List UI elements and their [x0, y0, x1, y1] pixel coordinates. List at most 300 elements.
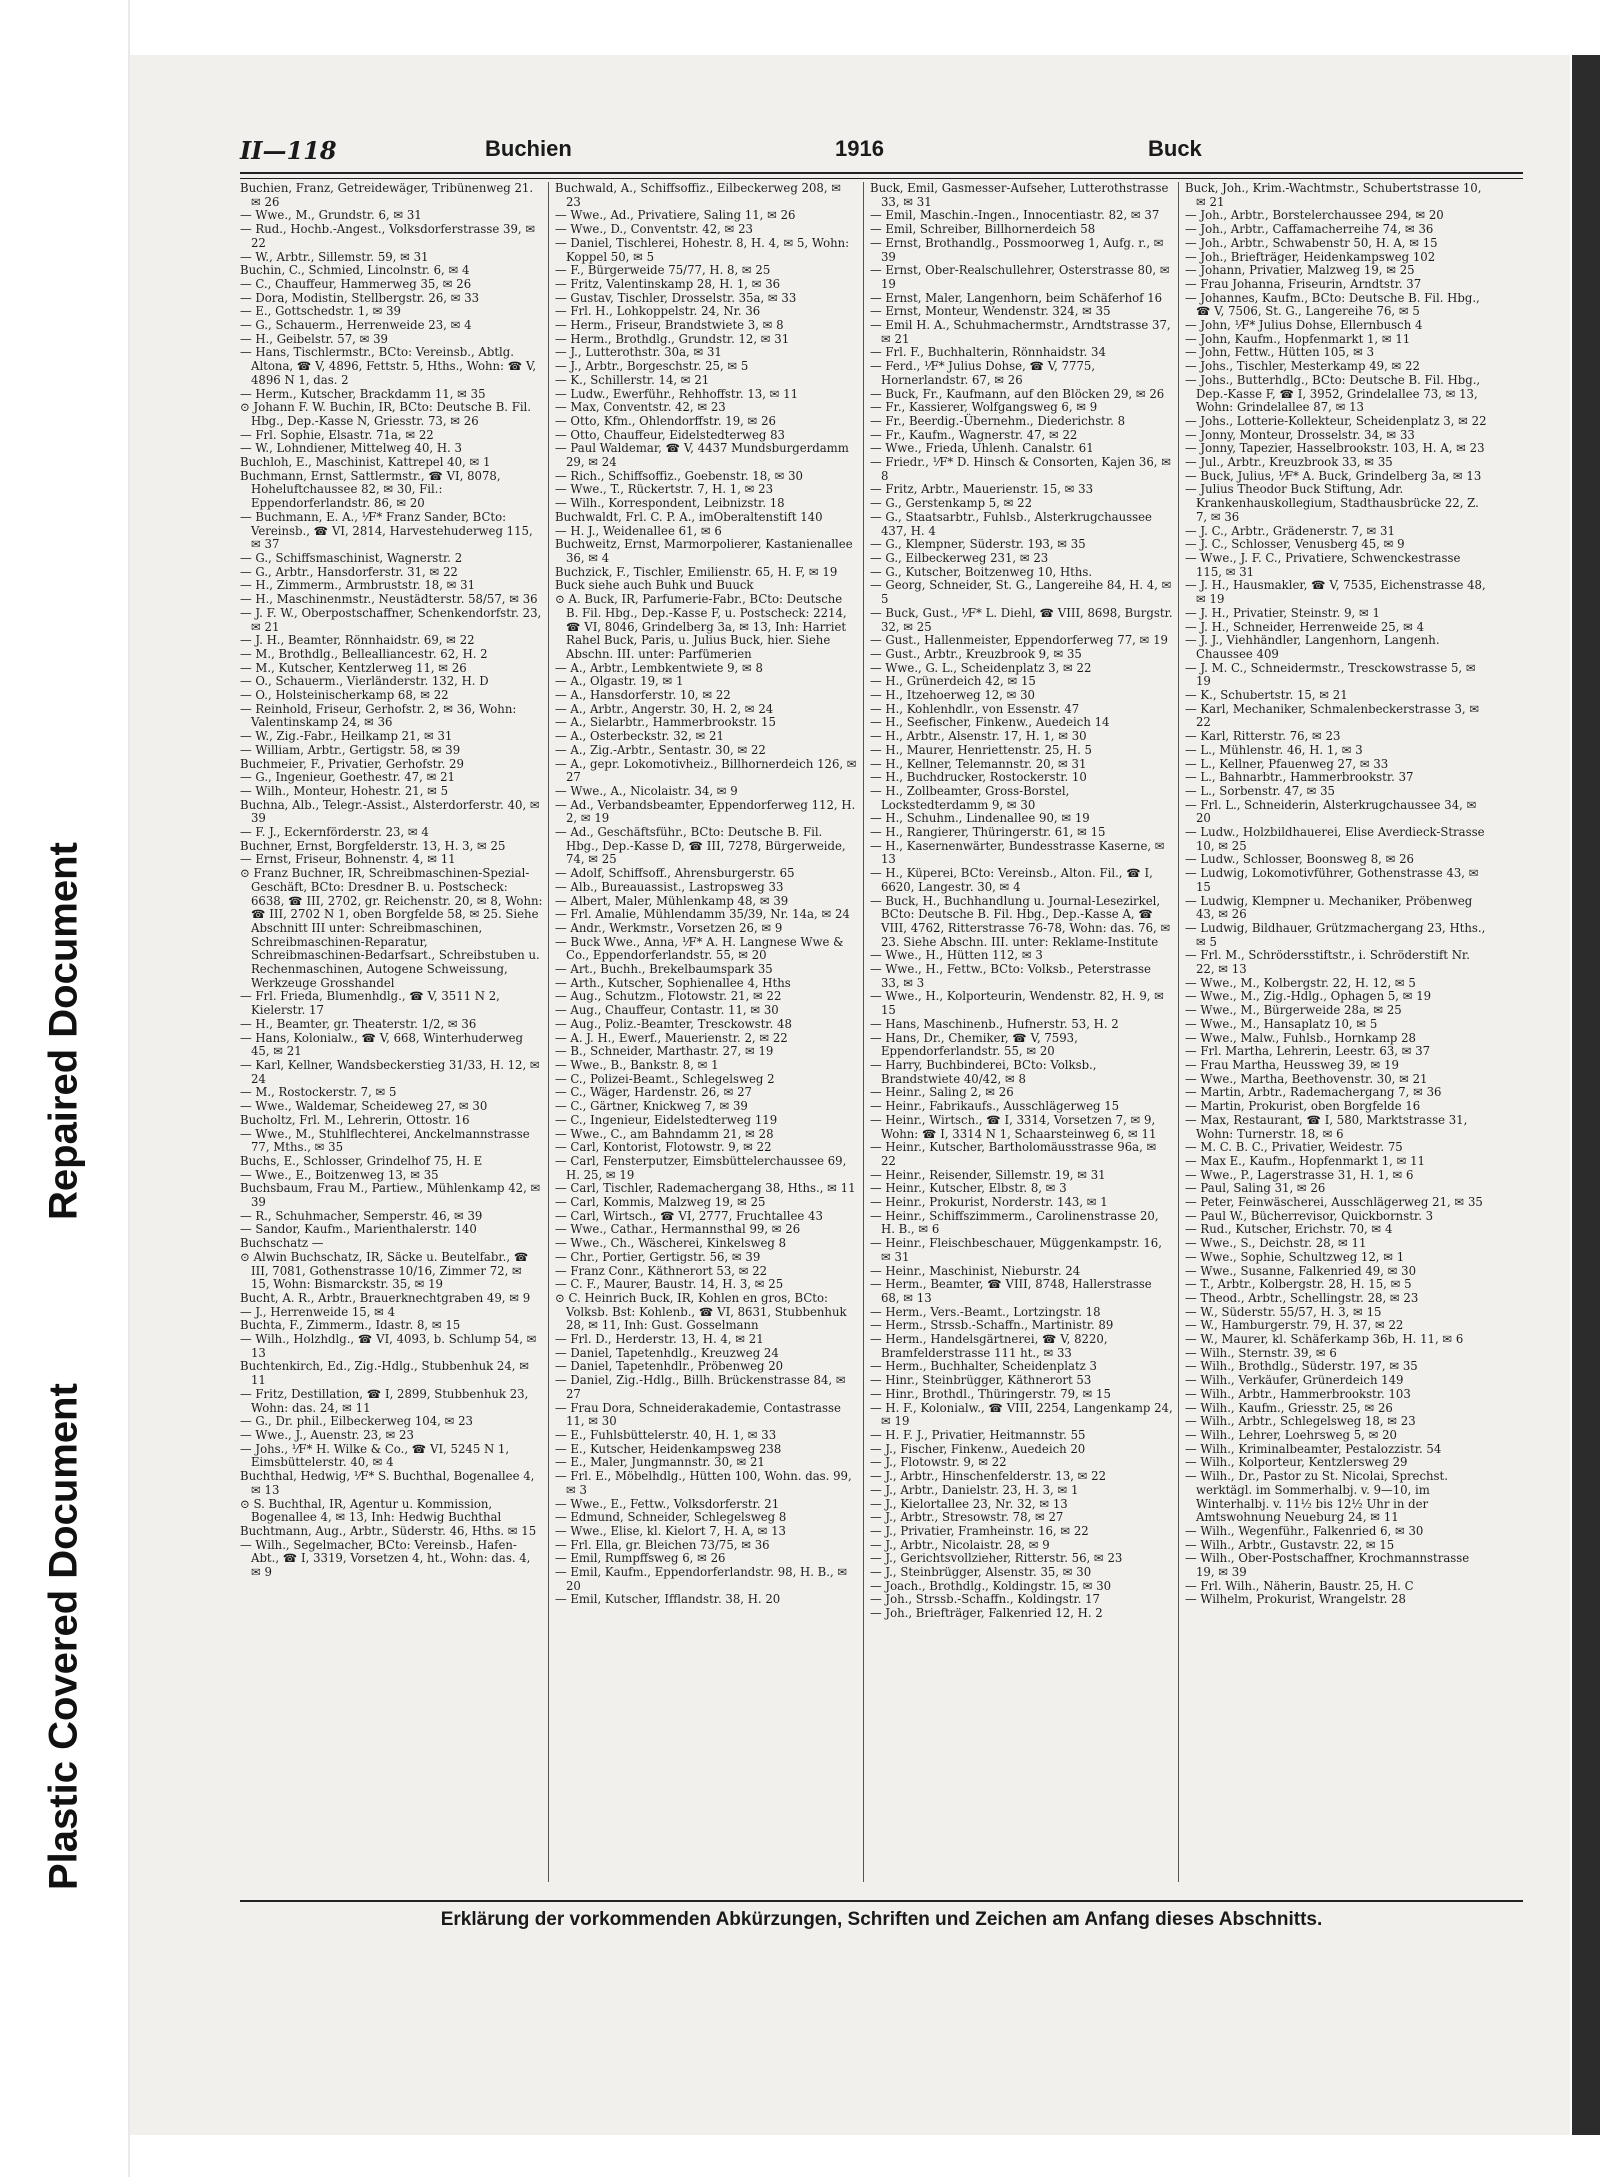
directory-entry: — Ernst, Monteur, Wendenstr. 324, ✉ 35	[870, 304, 1111, 319]
directory-entry: — Frl. L., Schneiderin, Alsterkrugchaussee 34, ✉ 20	[1185, 797, 1477, 826]
directory-entry: — Wwe., B., Bankstr. 8, ✉ 1	[555, 1058, 719, 1072]
directory-entry: — Ludwig, Klempner u. Mechaniker, Pröbenweg 43, ✉ 26	[1185, 893, 1473, 922]
directory-entry: — Wwe., Frieda, Uhlenh. Canalstr. 61	[870, 441, 1094, 456]
column-divider	[548, 182, 549, 1882]
directory-entry: — Johs., Tischler, Mesterkamp 49, ✉ 22	[1185, 359, 1420, 374]
directory-entry: — Wwe., Elise, kl. Kielort 7, H. A, ✉ 13	[555, 1523, 786, 1538]
directory-entry: — Rud., Kutscher, Erichstr. 70, ✉ 4	[1185, 1222, 1393, 1237]
directory-entry: — M., Rostockerstr. 7, ✉ 5	[240, 1085, 397, 1100]
footer-note: Erklärung der vorkommenden Abkürzungen, Schriften und Zeichen am Anfang dieses Abschnitts.	[440, 1909, 1323, 1930]
directory-entry: — J., Arbtr., Borgeschstr. 25, ✉ 5	[555, 359, 749, 374]
right-keyword: Buck	[1148, 136, 1202, 161]
directory-entry: — H., Grünerdeich 42, ✉ 15	[870, 674, 1036, 689]
directory-entry: — Carl, Kommis, Malzweg 19, ✉ 25	[555, 1195, 766, 1210]
directory-entry: — Fritz, Destillation, ☎ I, 2899, Stubbenhuk 23, Wohn: das. 24, ✉ 11	[240, 1386, 529, 1415]
directory-column-3	[870, 182, 1173, 1882]
directory-entry: — Frl. E., Möbelhdlg., Hütten 100, Wohn. das. 99, ✉ 3	[555, 1469, 852, 1497]
year: 1916	[835, 136, 884, 161]
directory-entry: — L., Mühlenstr. 46, H. 1, ✉ 3	[1185, 742, 1363, 757]
directory-entry: — Herm., Vers.-Beamt., Lortzingstr. 18	[870, 1304, 1101, 1319]
directory-entry: — Gust., Hallenmeister, Eppendorferweg 77, ✉ 19	[870, 633, 1168, 648]
directory-entry: — Ferd., ⅟F* Julius Dohse, ☎ V, 7775, Hornerlandstr. 67, ✉ 26	[870, 359, 1096, 387]
directory-entry: — Wwe., M., Grundstr. 6, ✉ 31	[240, 208, 422, 223]
directory-entry: — Buck, H., Buchhandlung u. Journal-Lesezirkel, BCto: Deutsche B. Fil. Hbg., Dep.-Kasse A, ☎ VIII, 4762, Ritterstrasse 76-78, Wohn: das. 76, ✉ 23. Siehe Abschn. III. unter: Reklame-Institute	[870, 893, 1171, 949]
directory-entry: — Heinr., Kutscher, Elbstr. 8, ✉ 3	[870, 1181, 1067, 1196]
directory-entry: — Ernst, Maler, Langenhorn, beim Schäferhof 16	[870, 290, 1163, 305]
directory-entry: — J., Arbtr., Danielstr. 23, H. 3, ✉ 1	[870, 1482, 1079, 1497]
directory-entry: — Wilh., Brothdlg., Süderstr. 197, ✉ 35	[1185, 1359, 1418, 1374]
directory-entry: — Johannes, Kaufm., BCto: Deutsche B. Fil. Hbg., ☎ V, 7506, St. G., Langereihe 76, ✉ 5	[1185, 290, 1480, 319]
directory-entry: — H., Kasernenwärter, Bundesstrasse Kaserne, ✉ 13	[870, 838, 1165, 867]
directory-entry: — Wilh., Monteur, Hohestr. 21, ✉ 5	[240, 783, 449, 798]
directory-entry: — Wwe., C., am Bahndamm 21, ✉ 28	[555, 1126, 774, 1141]
bottom-margin	[130, 2135, 1600, 2177]
directory-entry: — J., Arbtr., Hinschenfelderstr. 13, ✉ 22	[870, 1469, 1107, 1484]
left-keyword: Buchien	[485, 136, 572, 161]
directory-entry: — Buck, Julius, ⅟F* A. Buck, Grindelberg 3a, ✉ 13	[1185, 468, 1482, 483]
directory-entry: — Ludwig, Lokomotivführer, Gothenstrasse 43, ✉ 15	[1185, 866, 1479, 894]
directory-entry: — Herm., Strssb.-Schaffn., Martinistr. 89	[870, 1318, 1114, 1333]
directory-entry: — Carl, Fensterputzer, Eimsbüttelerchaussee 69, H. 25, ✉ 19	[555, 1153, 847, 1182]
directory-entry: — Wwe., Ch., Wäscherei, Kinkelsweg 8	[555, 1236, 787, 1251]
directory-entry: — Ludwig, Bildhauer, Grützmachergang 23, Hths., ✉ 5	[1185, 920, 1486, 949]
directory-entry: — Harry, Buchbinderei, BCto: Volksb., Brandstwiete 40/42, ✉ 8	[870, 1058, 1097, 1086]
directory-entry: — J., Steinbrügger, Alsenstr. 35, ✉ 30	[870, 1565, 1092, 1580]
directory-entry: — Frl. Ella, gr. Bleichen 73/75, ✉ 36	[555, 1537, 770, 1552]
directory-entry: — Carl, Tischler, Rademachergang 38, Hths., ✉ 11	[555, 1181, 856, 1196]
directory-entry: — Heinr., Maschinist, Nieburstr. 24	[870, 1263, 1081, 1278]
directory-entry: — H., Maschinenmstr., Neustädterstr. 58/57, ✉ 36	[240, 592, 538, 607]
directory-entry: — H., Zollbeamter, Gross-Borstel, Lockstedterdamm 9, ✉ 30	[870, 783, 1070, 812]
directory-entry: — W., Maurer, kl. Schäferkamp 36b, H. 11, ✉ 6	[1185, 1332, 1464, 1347]
footer-rule	[240, 1900, 1523, 1902]
directory-entry: — H., Maurer, Henriettenstr. 25, H. 5	[870, 742, 1092, 757]
directory-entry: — Wilh., Kolporteur, Kentzlersweg 29	[1185, 1455, 1408, 1470]
directory-entry: — Herm., Beamter, ☎ VIII, 8748, Hallerstrasse 68, ✉ 13	[870, 1277, 1152, 1305]
directory-entry: — L., Kellner, Pfauenweg 27, ✉ 33	[1185, 756, 1389, 771]
directory-entry: — Jonny, Tapezier, Hasselbrookstr. 103, H. A, ✉ 23	[1185, 441, 1485, 456]
directory-entry: — Wilh., Arbtr., Hammerbrookstr. 103	[1185, 1386, 1411, 1401]
directory-entry: — H., Schuhm., Lindenallee 90, ✉ 19	[870, 811, 1090, 826]
directory-entry: ⊙ Franz Buchner, IR, Schreibmaschinen-Spezial-Geschäft, BCto: Dresdner B. u. Postscheck: 6638, ☎ III, 2702, gr. Reichenstr. 20, ✉ 8, Wohn: ☎ III, 2702 N 1, oben Borgfelde 58, ✉ 25. Siehe Abschnitt III unter: Schreibmaschinen, Schreibmaschinen-Reparatur, Schreibmaschinen-Bedarfsart., Schreibstuben u. Rechenmaschinen, Autogene Schweissung, Werkzeuge Grosshandel	[240, 866, 543, 990]
directory-entry: — Wwe., A., Nicolaistr. 34, ✉ 9	[555, 783, 738, 798]
directory-entry: — Andr., Werkmstr., Vorsetzen 26, ✉ 9	[555, 920, 783, 935]
directory-entry: — Frl. H., Lohkoppelstr. 24, Nr. 36	[555, 304, 761, 319]
directory-entry: — O., Holsteinischerkamp 68, ✉ 22	[240, 688, 449, 703]
directory-entry: — K., Schillerstr. 14, ✉ 21	[555, 372, 710, 387]
directory-entry: — Wwe., T., Rückertstr. 7, H. 1, ✉ 23	[555, 482, 774, 497]
directory-entry: — H., Arbtr., Alsenstr. 17, H. 1, ✉ 30	[870, 729, 1087, 744]
directory-entry: — C., Ingenieur, Eidelstedterweg 119	[555, 1112, 778, 1127]
directory-entry: — J., Privatier, Framheinstr. 16, ✉ 22	[870, 1523, 1089, 1538]
directory-entry: — Herm., Kutscher, Brackdamm 11, ✉ 35	[240, 386, 486, 401]
directory-entry: — H., Küperei, BCto: Vereinsb., Alton. Fil., ☎ I, 6620, Langestr. 30, ✉ 4	[870, 866, 1153, 894]
directory-entry: — J. H., Privatier, Steinstr. 9, ✉ 1	[1185, 605, 1380, 620]
directory-entry: — Ernst, Brothandlg., Possmoorweg 1, Aufg. r., ✉ 39	[870, 235, 1164, 264]
page-header	[240, 136, 1520, 170]
directory-entry: Buchtmann, Aug., Arbtr., Süderstr. 46, Hths. ✉ 15	[240, 1523, 537, 1538]
directory-entry: — Fritz, Valentinskamp 28, H. 1, ✉ 36	[555, 276, 781, 291]
directory-entry: — Heinr., Fabrikaufs., Ausschlägerweg 15	[870, 1099, 1120, 1114]
directory-entry: — Frl. Amalie, Mühlendamm 35/39, Nr. 14a, ✉ 24	[555, 907, 850, 922]
directory-entry: — Wwe., Cathar., Hermannsthal 99, ✉ 26	[555, 1222, 801, 1237]
directory-column-4	[1185, 182, 1488, 1882]
directory-entry: — Wwe., G. L., Scheidenplatz 3, ✉ 22	[870, 660, 1092, 675]
directory-entry: Bucholtz, Frl. M., Lehrerin, Ottostr. 16	[240, 1112, 470, 1127]
directory-entry: — H., Rangierer, Thüringerstr. 61, ✉ 15	[870, 825, 1106, 840]
directory-entry: — J. J., Viehhändler, Langenhorn, Langenh. Chaussee 409	[1185, 633, 1440, 661]
directory-entry: — Otto, Kfm., Ohlendorffstr. 19, ✉ 26	[555, 413, 776, 428]
directory-entry: — Karl, Ritterstr. 76, ✉ 23	[1185, 729, 1341, 744]
directory-entry: — Wwe., Ad., Privatiere, Saling 11, ✉ 26	[555, 208, 796, 223]
directory-entry: — Hans, Kolonialw., ☎ V, 668, Winterhuderweg 45, ✉ 21	[240, 1030, 524, 1059]
directory-entry: — Herm., Brothdlg., Grundstr. 12, ✉ 31	[555, 331, 790, 346]
directory-entry: — A., Arbtr., Angerstr. 30, H. 2, ✉ 24	[555, 701, 774, 716]
directory-entry: — Wwe., Malw., Fuhlsb., Hornkamp 28	[1185, 1030, 1416, 1045]
directory-entry: — H., Itzehoerweg 12, ✉ 30	[870, 688, 1035, 703]
directory-entry: — Hans, Dr., Chemiker, ☎ V, 7593, Eppendorferlandstr. 55, ✉ 20	[870, 1030, 1078, 1059]
directory-entry: — Karl, Kellner, Wandsbeckerstieg 31/33, H. 12, ✉ 24	[240, 1058, 540, 1086]
directory-entry: — J. C., Arbtr., Grädenerstr. 7, ✉ 31	[1185, 523, 1395, 538]
directory-entry: — Martin, Arbtr., Rademachergang 7, ✉ 36	[1185, 1085, 1442, 1100]
directory-entry: — Wilh., Dr., Pastor zu St. Nicolai, Sprechst. werktägl. im Sommerhalbj. v. 9—10, im Winterhalbj. v. 11½ bis 12½ Uhr in der Amtswohnung Neueburg 24, ✉ 11	[1185, 1469, 1448, 1525]
directory-entry: — Joach., Brothdlg., Koldingstr. 15, ✉ 30	[870, 1578, 1112, 1593]
directory-entry: — Herm., Friseur, Brandstwiete 3, ✉ 8	[555, 318, 784, 333]
directory-entry: — J. M. C., Schneidermstr., Tresckowstrasse 5, ✉ 19	[1185, 660, 1476, 689]
directory-entry: — Emil, Rumpffsweg 6, ✉ 26	[555, 1551, 726, 1566]
directory-entry: — Wwe., M., Stuhlflechterei, Anckelmannstrasse 77, Mths., ✉ 35	[240, 1126, 530, 1155]
directory-entry: — H. F. J., Privatier, Heitmannstr. 55	[870, 1427, 1086, 1442]
directory-entry: — Ernst, Friseur, Bohnenstr. 4, ✉ 11	[240, 852, 456, 867]
directory-entry: Buchien, Franz, Getreidewäger, Tribünenweg 21. ✉ 26	[240, 182, 534, 209]
directory-entry: — Wilhelm, Prokurist, Wrangelstr. 28	[1185, 1592, 1406, 1607]
directory-entry: — Hinr., Steinbrügger, Käthnerort 53	[870, 1373, 1092, 1388]
directory-entry: Buchin, C., Schmied, Lincolnstr. 6, ✉ 4	[240, 263, 470, 278]
directory-entry: — Buchmann, E. A., ⅟F* Franz Sander, BCto: Vereinsb., ☎ VI, 2814, Harvestehuderweg 115, ✉ 37	[240, 509, 533, 552]
directory-entry: — Joh., Arbtr., Borstelerchaussee 294, ✉ 20	[1185, 208, 1444, 223]
directory-entry: — Wwe., Sophie, Schultzweg 12, ✉ 1	[1185, 1249, 1405, 1264]
directory-entry: — Daniel, Tapetenhdlr., Pröbenweg 20	[555, 1359, 784, 1374]
directory-entry: — Wilh., Arbtr., Schlegelsweg 18, ✉ 23	[1185, 1414, 1416, 1429]
directory-entry: — J. H., Schneider, Herrenweide 25, ✉ 4	[1185, 619, 1425, 634]
directory-entry: Buchmeier, F., Privatier, Gerhofstr. 29	[240, 756, 464, 771]
directory-entry: Buchloh, E., Maschinist, Kattrepel 40, ✉ 1	[240, 455, 491, 470]
directory-entry: — Frau Johanna, Friseurin, Arndtstr. 37	[1185, 276, 1422, 291]
directory-entry: — Emil, Schreiber, Billhornerdeich 58	[870, 222, 1096, 237]
directory-entry: — Wwe., E., Boitzenweg 13, ✉ 35	[240, 1167, 439, 1182]
directory-entry: — Johs., Lotterie-Kollekteur, Scheidenplatz 3, ✉ 22	[1185, 413, 1487, 428]
directory-entry: — Max, Conventstr. 42, ✉ 23	[555, 400, 726, 415]
directory-entry: — Gust., Arbtr., Kreuzbrook 9, ✉ 35	[870, 646, 1082, 661]
directory-entry: — Wwe., H., Fettw., BCto: Volksb., Peterstrasse 33, ✉ 3	[870, 962, 1151, 990]
directory-entry: — H. J., Weidenallee 61, ✉ 6	[555, 523, 722, 538]
directory-entry: — Wwe., H., Kolporteurin, Wendenstr. 82, H. 9, ✉ 15	[870, 989, 1164, 1018]
column-divider	[863, 182, 864, 1882]
directory-entry: ⊙ A. Buck, IR, Parfumerie-Fabr., BCto: Deutsche B. Fil. Hbg., Dep.-Kasse F, u. Postscheck: 2214, ☎ VI, 8046, Grindelberg 3a, ✉ 13, Inh: Harriet Rahel Buck, Paris, u. Julius Buck, hier. Siehe Abschn. III. unter: Parfümerien	[555, 592, 847, 661]
directory-entry: — Gustav, Tischler, Drosselstr. 35a, ✉ 33	[555, 290, 797, 305]
directory-entry: — F., Bürgerweide 75/77, H. 8, ✉ 25	[555, 263, 771, 278]
directory-entry: — J., Flotowstr. 9, ✉ 22	[870, 1455, 1007, 1470]
side-strip	[0, 0, 128, 2177]
directory-entry: — H. F., Kolonialw., ☎ VIII, 2254, Langenkamp 24, ✉ 19	[870, 1400, 1173, 1429]
directory-entry: — Wwe., J. F. C., Privatiere, Schwenckestrasse 115, ✉ 31	[1185, 550, 1461, 579]
directory-entry: — G., Schauerm., Herrenweide 23, ✉ 4	[240, 318, 472, 333]
directory-entry: — Ludw., Ewerführ., Rehhoffstr. 13, ✉ 11	[555, 386, 799, 401]
directory-entry: — Joh., Arbtr., Schwabenstr 50, H. A, ✉ 15	[1185, 235, 1438, 250]
directory-entry: — Adolf, Schiffsoff., Ahrensburgerstr. 65	[555, 866, 795, 881]
directory-entry: — Rich., Schiffsoffiz., Goebenstr. 18, ✉ 30	[555, 468, 803, 483]
directory-entry: — John, Kaufm., Hopfenmarkt 1, ✉ 11	[1185, 331, 1411, 346]
directory-entry: — Johs., ⅟F* H. Wilke & Co., ☎ VI, 5245 N 1, Eimsbüttelerstr. 40, ✉ 4	[240, 1441, 510, 1470]
directory-entry: — A., gepr. Lokomotivheiz., Billhornerdeich 126, ✉ 27	[555, 756, 857, 785]
directory-entry: Buchweitz, Ernst, Marmorpolierer, Kastanienallee 36, ✉ 4	[555, 537, 853, 565]
directory-column-1	[240, 182, 543, 1882]
directory-entry: — Aug., Chauffeur, Contastr. 11, ✉ 30	[555, 1003, 779, 1018]
directory-entry: — L., Bahnarbtr., Hammerbrookstr. 37	[1185, 770, 1414, 785]
directory-entry: — W., Zig.-Fabr., Heilkamp 21, ✉ 31	[240, 729, 453, 744]
directory-entry: — H., Beamter, gr. Theaterstr. 1/2, ✉ 36	[240, 1016, 477, 1031]
directory-entry: — G., Eilbeckerweg 231, ✉ 23	[870, 550, 1049, 565]
directory-entry: — K., Schubertstr. 15, ✉ 21	[1185, 688, 1348, 703]
directory-entry: — Fr., Kaufm., Wagnerstr. 47, ✉ 22	[870, 427, 1078, 442]
directory-entry: — H., Kohlenhdlr., von Essenstr. 47	[870, 701, 1080, 716]
directory-entry: — Heinr., Prokurist, Norderstr. 143, ✉ 1	[870, 1195, 1108, 1210]
directory-entry: — Wwe., Martha, Beethovenstr. 30, ✉ 21	[1185, 1071, 1428, 1086]
directory-entry: — Max, Restaurant, ☎ I, 580, Marktstrasse 31, Wohn: Turnerstr. 18, ✉ 6	[1185, 1112, 1468, 1141]
directory-entry: — Wilh., Holzhdlg., ☎ VI, 4093, b. Schlump 54, ✉ 13	[240, 1332, 537, 1360]
directory-entry: — G., Dr. phil., Eilbeckerweg 104, ✉ 23	[240, 1414, 473, 1429]
directory-entry: Buchsbaum, Frau M., Partiew., Mühlenkamp 42, ✉ 39	[240, 1181, 541, 1210]
directory-entry: — Dora, Modistin, Stellbergstr. 26, ✉ 33	[240, 290, 480, 305]
scan-edge	[1572, 55, 1600, 2140]
directory-entry: — William, Arbtr., Gertigstr. 58, ✉ 39	[240, 742, 461, 757]
directory-entry: — G., Ingenieur, Goethestr. 47, ✉ 21	[240, 770, 455, 785]
directory-entry: — Emil H. A., Schuhmachermstr., Arndtstrasse 37, ✉ 21	[870, 318, 1171, 346]
directory-entry: — M. C. B. C., Privatier, Weidestr. 75	[1185, 1140, 1403, 1155]
directory-entry: Buck siehe auch Buhk und Buuck	[555, 578, 754, 593]
directory-entry: — Frl. Sophie, Elsastr. 71a, ✉ 22	[240, 427, 434, 442]
directory-entry: — Hinr., Brothdl., Thüringerstr. 79, ✉ 15	[870, 1386, 1111, 1401]
directory-entry: — Wilh., Lehrer, Loehrsweg 5, ✉ 20	[1185, 1427, 1397, 1442]
directory-entry: — Heinr., Schiffszimmerm., Carolinenstrasse 20, H. B., ✉ 6	[870, 1208, 1159, 1237]
directory-entry: Buchta, F., Zimmerm., Idastr. 8, ✉ 15	[240, 1318, 461, 1333]
directory-entry: — Hans, Maschinenb., Hufnerstr. 53, H. 2	[870, 1016, 1119, 1031]
directory-entry: — G., Kutscher, Boitzenweg 10, Hths.	[870, 564, 1093, 579]
directory-entry: — Frau Dora, Schneiderakademie, Contastrasse 11, ✉ 30	[555, 1400, 841, 1429]
directory-entry: — Ad., Verbandsbeamter, Eppendorferweg 112, H. 2, ✉ 19	[555, 797, 856, 826]
directory-entry: — A., Sielarbtr., Hammerbrookstr. 15	[555, 715, 776, 730]
directory-entry: — Buck, Fr., Kaufmann, auf den Blöcken 29, ✉ 26	[870, 386, 1165, 401]
directory-entry: — Frau Martha, Heussweg 39, ✉ 19	[1185, 1058, 1399, 1072]
directory-entry: — Paul, Saling 31, ✉ 26	[1185, 1181, 1326, 1196]
directory-entry: — Chr., Portier, Gertigstr. 56, ✉ 39	[555, 1249, 761, 1264]
directory-entry: — Aug., Schutzm., Flotowstr. 21, ✉ 22	[555, 989, 782, 1004]
directory-entry: — Jonny, Monteur, Drosselstr. 34, ✉ 33	[1185, 427, 1415, 442]
directory-entry: — G., Staatsarbtr., Fuhlsb., Alsterkrugchaussee 437, H. 4	[870, 509, 1152, 538]
directory-entry: ⊙ Johann F. W. Buchin, IR, BCto: Deutsche B. Fil. Hbg., Dep.-Kasse N, Griesstr. 73, ✉ 26	[240, 400, 532, 428]
directory-entry: ⊙ C. Heinrich Buck, IR, Kohlen en gros, BCto: Volksb. Bst: Kohlenb., ☎ VI, 8631, Stubbenhuk 28, ✉ 11, Inh: Gust. Gosselmann	[555, 1290, 847, 1333]
directory-entry: — H., Geibelstr. 57, ✉ 39	[240, 331, 388, 346]
directory-entry: — Hans, Tischlermstr., BCto: Vereinsb., Abtlg. Altona, ☎ V, 4896, Fettstr. 5, Hths., Wohn: ☎ V, 4896 N 1, das. 2	[240, 345, 537, 387]
directory-entry: — Arth., Kutscher, Sophienallee 4, Hths	[555, 975, 791, 990]
directory-entry: — Heinr., Reisender, Sillemstr. 19, ✉ 31	[870, 1167, 1106, 1182]
directory-entry: — A., Osterbeckstr. 32, ✉ 21	[555, 729, 724, 744]
directory-entry: — A., Hansdorferstr. 10, ✉ 22	[555, 688, 731, 703]
directory-entry: — Wwe., D., Conventstr. 42, ✉ 23	[555, 222, 753, 237]
directory-entry: Buchzick, F., Tischler, Emilienstr. 65, H. F, ✉ 19	[555, 564, 838, 579]
directory-entry: — W., Arbtr., Sillemstr. 59, ✉ 31	[240, 249, 429, 264]
directory-entry: — Reinhold, Friseur, Gerhofstr. 2, ✉ 36, Wohn: Valentinskamp 24, ✉ 36	[240, 701, 517, 730]
directory-entry: — Wwe., P., Lagerstrasse 31, H. 1, ✉ 6	[1185, 1167, 1414, 1182]
directory-entry: Buchwald, A., Schiffsoffiz., Eilbeckerweg 208, ✉ 23	[555, 182, 842, 209]
plastic-covered-label: Plastic Covered Document	[41, 1383, 86, 1890]
directory-entry: — Wwe., M., Bürgerweide 28a, ✉ 25	[1185, 1003, 1402, 1018]
directory-entry: — C. F., Maurer, Baustr. 14, H. 3, ✉ 25	[555, 1277, 784, 1292]
directory-entry: — H., Seefischer, Finkenw., Auedeich 14	[870, 715, 1110, 730]
directory-entry: — Heinr., Wirtsch., ☎ I, 3314, Vorsetzen 7, ✉ 9, Wohn: ☎ I, 3314 N 1, Schaarsteinweg 6, ✉ 11	[870, 1112, 1157, 1141]
directory-entry: — Daniel, Tapetenhdlg., Kreuzweg 24	[555, 1345, 779, 1360]
directory-entry: — Heinr., Saling 2, ✉ 26	[870, 1085, 1014, 1100]
directory-entry: — Herm., Buchhalter, Scheidenplatz 3	[870, 1359, 1097, 1374]
directory-entry: — W., Hamburgerstr. 79, H. 37, ✉ 22	[1185, 1318, 1404, 1333]
directory-entry: — Frl. Martha, Lehrerin, Leestr. 63, ✉ 37	[1185, 1044, 1431, 1059]
directory-entry: — Emil, Kaufm., Eppendorferlandstr. 98, H. B., ✉ 20	[555, 1565, 848, 1593]
directory-entry: — Wwe., E., Fettw., Volksdorferstr. 21	[555, 1496, 780, 1511]
directory-entry: — John, Fettw., Hütten 105, ✉ 3	[1185, 345, 1375, 360]
directory-entry: — Wwe., M., Zig.-Hdlg., Ophagen 5, ✉ 19	[1185, 989, 1432, 1004]
directory-entry: Buchna, Alb., Telegr.-Assist., Alsterdorferstr. 40, ✉ 39	[240, 797, 540, 826]
directory-entry: — Daniel, Zig.-Hdlg., Billh. Brückenstrasse 84, ✉ 27	[555, 1373, 846, 1401]
directory-entry: — Wilh., Arbtr., Gustavstr. 22, ✉ 15	[1185, 1537, 1395, 1552]
directory-entry: — A., Zig.-Arbtr., Sentastr. 30, ✉ 22	[555, 742, 766, 757]
directory-entry: — Emil, Maschin.-Ingen., Innocentiastr. 82, ✉ 37	[870, 208, 1160, 223]
directory-entry: — Franz Conr., Käthnerort 53, ✉ 22	[555, 1263, 768, 1278]
directory-entry: — R., Schuhmacher, Semperstr. 46, ✉ 39	[240, 1208, 483, 1223]
directory-entry: — G., Schiffsmaschinist, Wagnerstr. 2	[240, 550, 463, 565]
directory-entry: — J., Gerichtsvollzieher, Ritterstr. 56, ✉ 23	[870, 1551, 1123, 1566]
directory-entry: Buchwaldt, Frl. C. P. A., imOberaltenstift 140	[555, 509, 823, 524]
directory-column-2	[555, 182, 858, 1882]
directory-entry: — J. H., Beamter, Rönnhaidstr. 69, ✉ 22	[240, 633, 475, 648]
directory-entry: — A. J. H., Ewerf., Mauerienstr. 2, ✉ 22	[555, 1030, 788, 1045]
directory-entry: Buchmann, Ernst, Sattlermstr., ☎ VI, 8078, Hoheluftchaussee 82, ✉ 30, Fil.: Eppendorferlandstr. 86, ✉ 20	[240, 468, 501, 511]
directory-entry: — Julius Theodor Buck Stiftung, Adr. Krankenhauskollegium, Stadthausbrücke 22, Z. 7, ✉ 36	[1185, 482, 1479, 524]
directory-entry: — Frl. M., Schrödersstiftstr., i. Schröderstift Nr. 22, ✉ 13	[1185, 948, 1470, 977]
directory-entry: — C., Polizei-Beamt., Schlegelsweg 2	[555, 1071, 775, 1086]
directory-entry: — J. H., Hausmakler, ☎ V, 7535, Eichenstrasse 48, ✉ 19	[1185, 578, 1486, 607]
directory-entry: — Georg, Schneider, St. G., Langereihe 84, H. 4, ✉ 5	[870, 578, 1172, 607]
directory-entry: — H., Kellner, Telemannstr. 20, ✉ 31	[870, 756, 1087, 771]
directory-entry: — Wilh., Verkäufer, Grünerdeich 149	[1185, 1373, 1404, 1388]
directory-entry: — Buck Wwe., Anna, ⅟F* A. H. Langnese Wwe & Co., Eppendorferlandstr. 55, ✉ 20	[555, 934, 844, 963]
directory-entry: — Buck, Gust., ⅟F* L. Diehl, ☎ VIII, 8698, Burgstr. 32, ✉ 25	[870, 605, 1173, 634]
directory-entry: — M., Brothdlg., Bellealliancestr. 62, H. 2	[240, 646, 488, 661]
directory-entry: — Rud., Hochb.-Angest., Volksdorferstrasse 39, ✉ 22	[240, 222, 536, 250]
directory-entry: — C., Chauffeur, Hammerweg 35, ✉ 26	[240, 276, 472, 291]
directory-entry: — Frl. F., Buchhalterin, Rönnhaidstr. 34	[870, 345, 1106, 360]
directory-entry: — Wwe., Susanne, Falkenried 49, ✉ 30	[1185, 1263, 1417, 1278]
directory-entry: ⊙ Alwin Buchschatz, IR, Säcke u. Beutelfabr., ☎ III, 7081, Gothenstrasse 10/16, Zimmer 72, ✉ 15, Wohn: Bismarckstr. 35, ✉ 19	[240, 1249, 529, 1292]
directory-entry: — C., Wäger, Hardenstr. 26, ✉ 27	[555, 1085, 752, 1100]
directory-entry: — G., Arbtr., Hansdorferstr. 31, ✉ 22	[240, 564, 458, 579]
column-divider	[1178, 182, 1179, 1882]
directory-entry: — Johann, Privatier, Malzweg 19, ✉ 25	[1185, 263, 1415, 278]
directory-entry: — Fritz, Arbtr., Mauerienstr. 15, ✉ 33	[870, 482, 1094, 497]
directory-entry: — Sandor, Kaufm., Marienthalerstr. 140	[240, 1222, 477, 1237]
directory-entry: — Emil, Kutscher, Ifflandstr. 38, H. 20	[555, 1592, 781, 1607]
directory-entry: — Frl. Frieda, Blumenhdlg., ☎ V, 3511 N 2, Kielerstr. 17	[240, 989, 500, 1018]
directory-entry: — Edmund, Schneider, Schlegelsweg 8	[555, 1510, 787, 1525]
directory-entry: — B., Schneider, Marthastr. 27, ✉ 19	[555, 1044, 774, 1059]
directory-entry: — Wilh., Kriminalbeamter, Pestalozzistr. 54	[1185, 1441, 1442, 1456]
directory-entry: — J. C., Schlosser, Venusberg 45, ✉ 9	[1185, 537, 1405, 552]
directory-entry: — E., Gottschedstr. 1, ✉ 39	[240, 304, 401, 319]
directory-entry: — F. J., Eckernförderstr. 23, ✉ 4	[240, 825, 429, 840]
directory-entry: — Wwe., H., Hütten 112, ✉ 3	[870, 948, 1043, 963]
directory-entry: — M., Kutscher, Kentzlerweg 11, ✉ 26	[240, 660, 467, 675]
directory-entry: — Herm., Handelsgärtnerei, ☎ V, 8220, Bramfelderstrasse 111 ht., ✉ 33	[870, 1332, 1108, 1360]
directory-entry: — Fr., Kassierer, Wolfgangsweg 6, ✉ 9	[870, 400, 1098, 415]
directory-entry: — Ludw., Holzbildhauerei, Elise Averdieck-Strasse 10, ✉ 25	[1185, 825, 1485, 853]
directory-entry: — Wwe., Waldemar, Scheideweg 27, ✉ 30	[240, 1099, 488, 1114]
directory-entry: — J., Herrenweide 15, ✉ 4	[240, 1304, 396, 1319]
directory-entry: — E., Kutscher, Heidenkampsweg 238	[555, 1441, 782, 1456]
directory-entry: — Max E., Kaufm., Hopfenmarkt 1, ✉ 11	[1185, 1153, 1425, 1168]
directory-entry: — Friedr., ⅟F* D. Hinsch & Consorten, Kajen 36, ✉ 8	[870, 455, 1172, 483]
repaired-document-label: Repaired Document	[41, 842, 86, 1220]
directory-entry: — A., Olgastr. 19, ✉ 1	[555, 674, 684, 689]
directory-entry: — Joh., Arbtr., Caffamacherreihe 74, ✉ 36	[1185, 222, 1434, 237]
directory-entry: — Wwe., M., Hansaplatz 10, ✉ 5	[1185, 1016, 1378, 1031]
directory-entry: — Ludw., Schlosser, Boonsweg 8, ✉ 26	[1185, 852, 1414, 867]
directory-entry: — Daniel, Tischlerei, Hohestr. 8, H. 4, ✉ 5, Wohn: Koppel 50, ✉ 5	[555, 235, 850, 264]
directory-entry: — Karl, Mechaniker, Schmalenbeckerstrasse 3, ✉ 22	[1185, 701, 1480, 730]
directory-entry: — L., Sorbenstr. 47, ✉ 35	[1185, 783, 1335, 798]
directory-entry: — W., Lohndiener, Mittelweg 40, H. 3	[240, 441, 462, 456]
directory-entry: — Wilh., Segelmacher, BCto: Vereinsb., Hafen-Abt., ☎ I, 3319, Vorsetzen 4, ht., Wohn: das. 4, ✉ 9	[240, 1537, 531, 1580]
directory-entry: — Carl, Wirtsch., ☎ VI, 2777, Fruchtallee 43	[555, 1208, 823, 1223]
directory-entry: Bucht, A. R., Arbtr., Brauerknechtgraben 49, ✉ 9	[240, 1290, 531, 1305]
directory-entry: — Wilh., Korrespondent, Leibnizstr. 18	[555, 496, 785, 511]
directory-entry: — Joh., Strssb.-Schaffn., Koldingstr. 17	[870, 1592, 1100, 1607]
directory-entry: — Jul., Arbtr., Kreuzbrook 33, ✉ 35	[1185, 455, 1393, 470]
directory-entry: — Frl. D., Herderstr. 13, H. 4, ✉ 21	[555, 1332, 764, 1347]
directory-entry: — John, ⅟F* Julius Dohse, Ellernbusch 4	[1185, 318, 1423, 333]
directory-entry: Buchs, E., Schlosser, Grindelhof 75, H. E	[240, 1153, 483, 1168]
directory-entry: — C., Gärtner, Knickweg 7, ✉ 39	[555, 1099, 748, 1114]
directory-entry: — Joh., Briefträger, Heidenkampsweg 102	[1185, 249, 1436, 264]
directory-entry: — Ernst, Ober-Realschullehrer, Osterstrasse 80, ✉ 19	[870, 263, 1170, 291]
directory-entry: — Wwe., S., Deichstr. 28, ✉ 11	[1185, 1236, 1367, 1251]
directory-entry: — Wwe., M., Kolbergstr. 22, H. 12, ✉ 5	[1185, 975, 1416, 990]
directory-entry: — T., Arbtr., Kolbergstr. 28, H. 15, ✉ 5	[1185, 1277, 1412, 1292]
directory-entry: — Peter, Feinwäscherei, Ausschlägerweg 21, ✉ 35	[1185, 1195, 1483, 1210]
directory-entry: — O., Schauerm., Vierländerstr. 132, H. D	[240, 674, 489, 689]
directory-entry: Buchthal, Hedwig, ⅟F* S. Buchthal, Bogenallee 4, ✉ 13	[240, 1469, 535, 1497]
directory-entry: — Theod., Arbtr., Schellingstr. 28, ✉ 23	[1185, 1290, 1419, 1305]
directory-entry: Buck, Joh., Krim.-Wachtmstr., Schubertstrasse 10, ✉ 21	[1185, 182, 1482, 209]
directory-entry: Buck, Emil, Gasmesser-Aufseher, Lutterothstrasse 33, ✉ 31	[870, 182, 1169, 209]
directory-entry: — J., Kielortallee 23, Nr. 32, ✉ 13	[870, 1496, 1068, 1511]
directory-entry: — Paul Waldemar, ☎ V, 4437 Mundsburgerdamm 29, ✉ 24	[555, 441, 849, 470]
directory-entry: — A., Arbtr., Lembkentwiete 9, ✉ 8	[555, 660, 763, 675]
directory-entry: — Heinr., Kutscher, Bartholomäusstrasse 96a, ✉ 22	[870, 1140, 1157, 1168]
directory-entry: — J., Lutterothstr. 30a, ✉ 31	[555, 345, 722, 360]
directory-entry: — Ad., Geschäftsführ., BCto: Deutsche B. Fil. Hbg., Dep.-Kasse D, ☎ III, 7278, Bürgerweide, 74, ✉ 25	[555, 825, 846, 867]
directory-entry: — Wilh., Wegenführ., Falkenried 6, ✉ 30	[1185, 1523, 1424, 1538]
directory-entry: ⊙ S. Buchthal, IR, Agentur u. Kommission, Bogenallee 4, ✉ 13, Inh: Hedwig Buchthal	[240, 1496, 502, 1525]
directory-entry: — Wilh., Kaufm., Griesstr. 25, ✉ 26	[1185, 1400, 1393, 1415]
